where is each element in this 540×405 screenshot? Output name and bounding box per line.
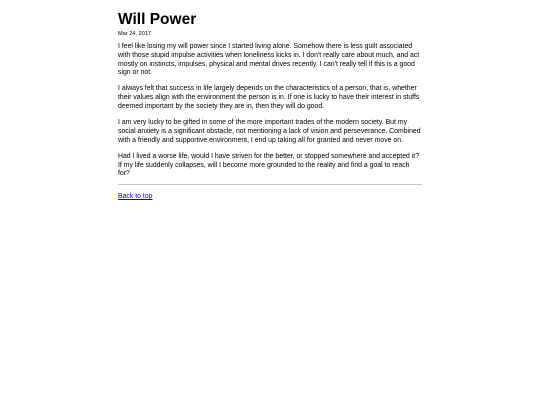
back-to-top-link[interactable]: Back to top	[118, 193, 153, 201]
paragraph-2: I always felt that success in life largely depends on the characteristics of a person, that is, whether their values align with the environment the person is in. If one is lucky to have their interest in stuffs deemed important by the society they are in, then they will do good.	[118, 85, 420, 111]
post-date: Mar 24, 2017	[118, 31, 151, 37]
paragraph-1: I feel like losing my will power since I started living alone. Somehow there is less guilt associated with those stupid impulse activities when loneliness kicks in. I don't really care about much, and act mostly on instincts, impulses, physical and mental drives recently. I can't really tell if this is a good sign or not.	[118, 43, 420, 77]
paragraph-4: Had I lived a worse life, would I have striven for the better, or stopped somewhere and accepted it? If my life suddenly collapses, will I become more grounded to the reality and find a goal to reach for?	[118, 152, 420, 178]
article	[118, 10, 422, 203]
paragraph-3: I am very lucky to be gifted in some of the more important trades of the modern society. But my social anxiety is a significant obstacle, not mentioning a lack of vision and perseverance. Combined with a friendly and supportive environment, I end up taking all for granted and never move on.	[118, 119, 421, 144]
page-title: Will Power	[118, 11, 197, 28]
divider	[118, 184, 422, 185]
